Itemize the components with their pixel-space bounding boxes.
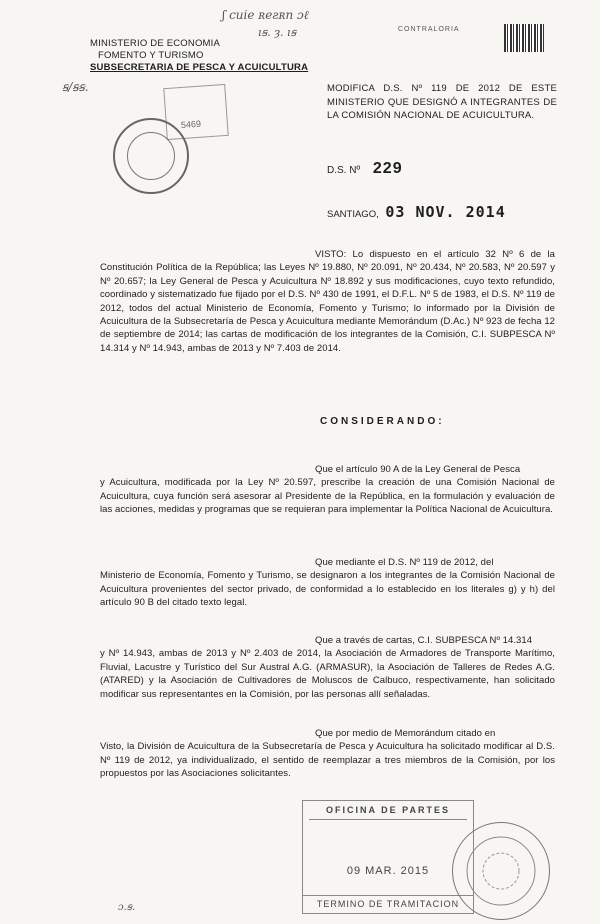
partes-date: 09 MAR. 2015 xyxy=(346,865,430,877)
visto-text: Lo dispuesto en el artículo 32 Nº 6 de la Constitución Política de la República; las Leyes Nº 19.880, Nº 20.091, Nº 20.434, Nº 20.583, Nº 20.597 y Nº 20.657; la Ley General de Pesca y Acuicultura Nº 18.892 y sus modificaciones, cuyo texto refundido, coordinado y sistematizado fue fijado por el D.S. Nº 430 de 1991, el D.F.L. Nº 5 de 1983, el D.S. Nº 119 de 2012, todos del actual Ministerio de Economía, Fomento y Turismo; lo informado por la División de Acuicultura de la Subsecretaría de Pesca y Acuicultura mediante Memorándum (D.Ac.) Nº 923 de fecha 12 de septiembre de 2014; las cartas de modificación de los integrantes de la Comisión, C.I. SUBPESCA Nº 14.314 y Nº 14.943, ambas de 2013 y Nº 7.403 de 2014. xyxy=(100,249,555,354)
partes-footer: TERMINO DE TRAMITACION xyxy=(303,895,473,909)
oficina-de-partes-stamp xyxy=(302,800,474,914)
subsecretaria-line: SUBSECRETARIA DE PESCA Y ACUICULTURA xyxy=(90,62,309,73)
ministry-seal xyxy=(113,118,189,194)
considerando-item-2-text: Ministerio de Economía, Fomento y Turismo, se designaron a los integrantes de la Comisión Nacional de Acuicultura provenientes del sector privado, de conformidad a lo establecido en los literales g) y h) del artículo 90 B del citado texto legal. xyxy=(100,570,555,609)
ministry-line-1: MINISTERIO DE ECONOMIA xyxy=(90,38,221,49)
considerando-item-1-text: y Acuicultura, modificada por la Ley Nº 20.597, prescribe la creación de una Comisión Nacional de Acuicultura, cuya función será asesorar al Presidente de la República, en la formulación y evaluación de las acciones, medidas y programas que se requieran para implementar la Política Nacional de Acuicultura. xyxy=(100,477,555,516)
ministry-seal-inner xyxy=(127,132,175,180)
considerando-item-4-text: Visto, la División de Acuicultura de la Subsecretaría de Pesca y Acuicultura ha solicitado modificar al D.S. Nº 119 de 2012, ya individualizado, el sentido de reemplazar a tres miembros de la Comisión, por los propuestos por las Asociaciones solicitantes. xyxy=(100,741,555,780)
decree-number-line xyxy=(327,160,403,178)
considerando-item-3-text: y Nº 14.943, ambas de 2013 y Nº 2.403 de 2014, la Asociación de Armadores de Transporte Marítimo, Fluvial, Lacustre y Turístico del Sur Austral A.G. (ARMASUR), la Asociación de Talleres de Redes A.G. (ATARED) y la Asociación de Cultivadores de Moluscos de Calbuco, respectivamente, han solicitado modificar sus representantes en la Comisión, por las personas allí señaladas. xyxy=(100,648,555,700)
handwritten-note-top: ʃ cuie ʀeƨʀn ɔℓ xyxy=(222,8,309,22)
considerando-item-3 xyxy=(100,634,555,701)
place-date-line xyxy=(327,203,506,221)
visto-paragraph xyxy=(100,248,555,355)
ministry-header xyxy=(90,38,308,74)
considerando-item-1 xyxy=(100,463,555,517)
ministry-line-2: FOMENTO Y TURISMO xyxy=(98,50,204,61)
corner-registry-stamp xyxy=(398,20,548,56)
handwritten-note-left: ꞩ/ꞩꞩ. xyxy=(62,80,89,94)
decree-date: 03 NOV. 2014 xyxy=(385,203,506,221)
barcode-icon xyxy=(504,24,544,52)
corner-code: CONTRALORIA xyxy=(398,26,460,33)
decree-number-label: D.S. Nº xyxy=(327,165,361,176)
considerando-item-4 xyxy=(100,727,555,781)
considerando-item-1-lead: Que el artículo 90 A de la Ley General de Pesca xyxy=(315,464,521,475)
considerando-item-2 xyxy=(100,556,555,610)
considerando-heading: CONSIDERANDO: xyxy=(320,416,445,427)
round-stamp-icon xyxy=(453,823,549,919)
partes-title: OFICINA DE PARTES xyxy=(325,805,450,815)
considerando-item-2-lead: Que mediante el D.S. Nº 119 de 2012, del xyxy=(315,557,494,568)
seal-number: 5469 xyxy=(180,118,202,131)
considerando-item-3-lead: Que a través de cartas, C.I. SUBPESCA Nº 14.314 xyxy=(315,635,533,646)
decree-subject: MODIFICA D.S. Nº 119 DE 2012 DE ESTE MINISTERIO QUE DESIGNÓ A INTEGRANTES DE LA COMISIÓN NACIONAL DE ACUICULTURA. xyxy=(327,83,557,121)
considerando-item-4-lead: Que por medio de Memorándum citado en xyxy=(315,728,496,739)
partes-divider xyxy=(309,819,467,820)
handwritten-note-top-2: ıꞩ. ȝ. ıꞩ xyxy=(258,26,297,39)
visto-lead: VISTO: xyxy=(315,249,347,260)
city: SANTIAGO, xyxy=(327,209,379,220)
contraloria-round-stamp xyxy=(452,822,550,920)
handwritten-note-bottom: ɔ.ꞩ. xyxy=(118,902,136,913)
decree-number: 229 xyxy=(372,160,403,177)
